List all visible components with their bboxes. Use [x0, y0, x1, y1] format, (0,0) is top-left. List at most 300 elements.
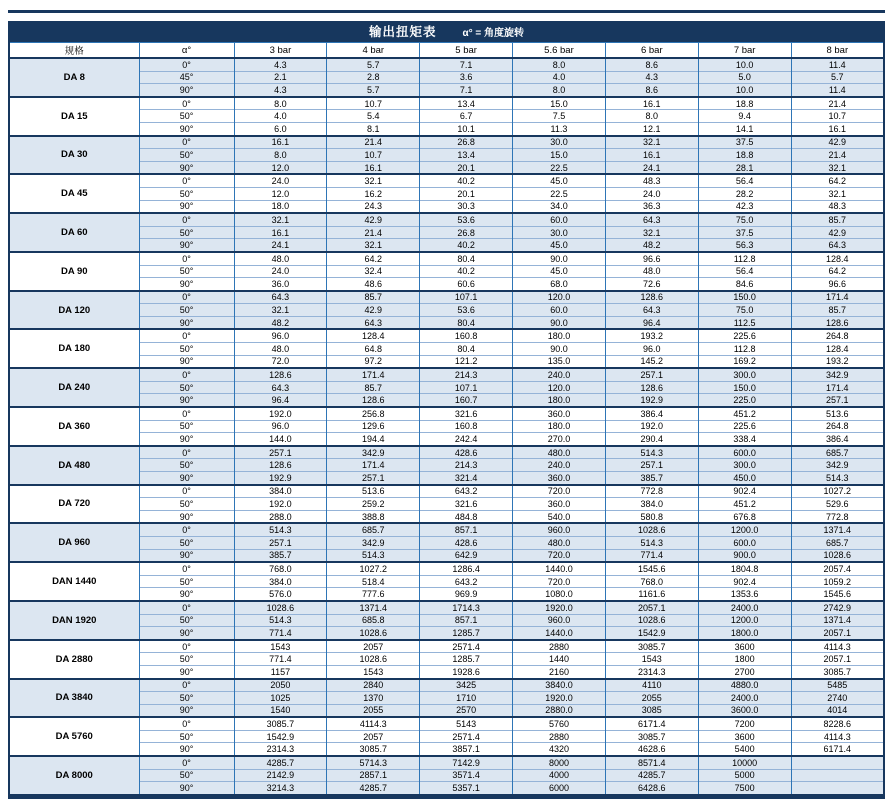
torque-value-cell: 225.6 — [698, 329, 791, 342]
table-row — [9, 226, 884, 239]
torque-value-cell: 21.4 — [791, 149, 884, 162]
angle-cell: 50° — [139, 653, 234, 666]
torque-value-cell: 1028.6 — [605, 523, 698, 536]
torque-value-cell: 771.4 — [234, 653, 327, 666]
angle-cell: 0° — [139, 485, 234, 498]
torque-value-cell: 8228.6 — [791, 717, 884, 730]
torque-value-cell: 1800.0 — [698, 627, 791, 640]
torque-value-cell: 1440 — [513, 653, 606, 666]
angle-cell: 50° — [139, 536, 234, 549]
torque-value-cell: 257.1 — [791, 394, 884, 407]
torque-value-cell: 1920.0 — [513, 692, 606, 705]
torque-value-cell: 2570 — [420, 704, 513, 717]
torque-value-cell: 768.0 — [234, 562, 327, 575]
table-row — [9, 769, 884, 782]
torque-value-cell: 225.6 — [698, 420, 791, 433]
torque-value-cell: 6.7 — [420, 110, 513, 123]
table-row — [9, 692, 884, 705]
torque-value-cell: 135.0 — [513, 355, 606, 368]
angle-cell: 50° — [139, 498, 234, 511]
torque-value-cell: 2055 — [327, 704, 420, 717]
torque-value-cell: 64.2 — [791, 174, 884, 187]
torque-value-cell: 8000 — [513, 756, 606, 769]
spec-group — [9, 446, 884, 485]
torque-value-cell: 180.0 — [513, 329, 606, 342]
torque-value-cell: 80.4 — [420, 316, 513, 329]
torque-value-cell: 3085.7 — [605, 640, 698, 653]
angle-cell: 0° — [139, 679, 234, 692]
torque-value-cell: 64.3 — [791, 239, 884, 252]
torque-value-cell: 2.1 — [234, 71, 327, 84]
table-row — [9, 704, 884, 717]
torque-value-cell: 80.4 — [420, 252, 513, 265]
torque-value-cell: 2057 — [327, 730, 420, 743]
torque-value-cell: 4285.7 — [234, 756, 327, 769]
table-row — [9, 355, 884, 368]
torque-value-cell: 685.7 — [791, 536, 884, 549]
angle-cell: 90° — [139, 316, 234, 329]
table-row — [9, 200, 884, 213]
torque-value-cell: 1804.8 — [698, 562, 791, 575]
torque-value-cell: 120.0 — [513, 291, 606, 304]
spec-cell: DA 120 — [9, 291, 139, 330]
torque-value-cell: 264.8 — [791, 420, 884, 433]
table-row — [9, 110, 884, 123]
torque-value-cell: 2880 — [513, 640, 606, 653]
table-row — [9, 756, 884, 769]
torque-value-cell: 1543 — [605, 653, 698, 666]
angle-cell: 0° — [139, 329, 234, 342]
torque-value-cell: 3600.0 — [698, 704, 791, 717]
torque-value-cell: 1161.6 — [605, 588, 698, 601]
torque-value-cell: 26.8 — [420, 226, 513, 239]
torque-value-cell: 193.2 — [605, 329, 698, 342]
angle-cell: 90° — [139, 472, 234, 485]
torque-value-cell: 37.5 — [698, 136, 791, 149]
torque-value-cell: 676.8 — [698, 510, 791, 523]
torque-value-cell: 8571.4 — [605, 756, 698, 769]
table-row — [9, 640, 884, 653]
spec-cell: DAN 1920 — [9, 601, 139, 640]
torque-value-cell: 7142.9 — [420, 756, 513, 769]
torque-value-cell: 16.1 — [605, 149, 698, 162]
torque-value-cell: 96.6 — [791, 278, 884, 291]
torque-value-cell: 450.0 — [698, 472, 791, 485]
table-title-note: α° = 角度旋转 — [462, 28, 525, 39]
angle-cell: 90° — [139, 278, 234, 291]
torque-value-cell: 2880.0 — [513, 704, 606, 717]
table-title: 输出扭矩表 — [368, 25, 437, 39]
torque-value-cell: 1714.3 — [420, 601, 513, 614]
torque-value-cell: 771.4 — [234, 627, 327, 640]
angle-cell: 0° — [139, 136, 234, 149]
torque-value-cell: 24.0 — [605, 187, 698, 200]
angle-cell: 0° — [139, 562, 234, 575]
spec-cell: DA 60 — [9, 213, 139, 252]
angle-cell: 0° — [139, 291, 234, 304]
table-row — [9, 665, 884, 678]
torque-value-cell: 48.6 — [327, 278, 420, 291]
torque-value-cell: 97.2 — [327, 355, 420, 368]
torque-value-cell: 1080.0 — [513, 588, 606, 601]
torque-value-cell: 180.0 — [513, 420, 606, 433]
torque-value-cell: 32.1 — [234, 213, 327, 226]
angle-cell: 90° — [139, 161, 234, 174]
torque-value-cell: 2314.3 — [605, 665, 698, 678]
torque-value-cell: 112.8 — [698, 343, 791, 356]
column-header: 4 bar — [327, 43, 420, 59]
torque-value-cell: 720.0 — [513, 485, 606, 498]
torque-value-cell: 518.4 — [327, 575, 420, 588]
column-header: 5 bar — [420, 43, 513, 59]
spec-cell: DA 90 — [9, 252, 139, 291]
torque-value-cell: 2142.9 — [234, 769, 327, 782]
table-row — [9, 562, 884, 575]
column-header: 7 bar — [698, 43, 791, 59]
torque-value-cell: 342.9 — [327, 536, 420, 549]
torque-value-cell: 10.7 — [791, 110, 884, 123]
angle-cell: 0° — [139, 252, 234, 265]
spec-cell: DA 8 — [9, 58, 139, 97]
angle-cell: 90° — [139, 782, 234, 797]
torque-value-cell: 20.1 — [420, 161, 513, 174]
torque-value-cell: 45.0 — [513, 174, 606, 187]
torque-value-cell: 42.9 — [327, 213, 420, 226]
torque-value-cell: 1200.0 — [698, 523, 791, 536]
torque-value-cell: 360.0 — [513, 498, 606, 511]
torque-value-cell: 2057.1 — [605, 601, 698, 614]
torque-value-cell: 37.5 — [698, 226, 791, 239]
torque-value-cell: 26.8 — [420, 136, 513, 149]
angle-cell: 90° — [139, 433, 234, 446]
torque-value-cell: 96.4 — [605, 316, 698, 329]
torque-value-cell: 257.1 — [605, 368, 698, 381]
torque-value-cell: 15.0 — [513, 149, 606, 162]
angle-cell: 90° — [139, 743, 234, 756]
torque-value-cell: 777.6 — [327, 588, 420, 601]
torque-value-cell: 1371.4 — [327, 601, 420, 614]
torque-value-cell: 75.0 — [698, 304, 791, 317]
table-row — [9, 84, 884, 97]
spec-group — [9, 523, 884, 562]
table-row — [9, 472, 884, 485]
torque-value-cell: 42.3 — [698, 200, 791, 213]
angle-cell: 45° — [139, 71, 234, 84]
spec-group — [9, 174, 884, 213]
torque-value-cell: 643.2 — [420, 575, 513, 588]
torque-value-cell: 56.4 — [698, 265, 791, 278]
torque-value-cell: 360.0 — [513, 472, 606, 485]
torque-value-cell: 902.4 — [698, 485, 791, 498]
torque-value-cell: 214.3 — [420, 368, 513, 381]
angle-cell: 50° — [139, 265, 234, 278]
torque-value-cell: 2055 — [605, 692, 698, 705]
angle-cell: 50° — [139, 420, 234, 433]
torque-value-cell: 257.1 — [234, 536, 327, 549]
torque-value-cell: 772.8 — [605, 485, 698, 498]
torque-value-cell: 969.9 — [420, 588, 513, 601]
torque-value-cell: 384.0 — [234, 485, 327, 498]
torque-value-cell: 1028.6 — [605, 614, 698, 627]
torque-value-cell: 4.0 — [234, 110, 327, 123]
torque-value-cell: 264.8 — [791, 329, 884, 342]
torque-value-cell: 1543 — [327, 665, 420, 678]
torque-value-cell: 240.0 — [513, 459, 606, 472]
torque-value-cell: 8.0 — [605, 110, 698, 123]
spec-group — [9, 252, 884, 291]
torque-value-cell: 128.6 — [605, 381, 698, 394]
torque-value-cell — [791, 769, 884, 782]
angle-cell: 50° — [139, 110, 234, 123]
torque-value-cell: 1542.9 — [605, 627, 698, 640]
angle-cell: 90° — [139, 239, 234, 252]
angle-cell: 50° — [139, 343, 234, 356]
torque-value-cell: 56.4 — [698, 174, 791, 187]
torque-value-cell: 2314.3 — [234, 743, 327, 756]
torque-value-cell: 342.9 — [791, 459, 884, 472]
torque-value-cell: 3085.7 — [234, 717, 327, 730]
torque-value-cell: 15.0 — [513, 97, 606, 110]
torque-value-cell: 6.0 — [234, 122, 327, 135]
column-header: 6 bar — [605, 43, 698, 59]
torque-value-cell: 5.4 — [327, 110, 420, 123]
table-row — [9, 614, 884, 627]
table-row — [9, 730, 884, 743]
torque-value-cell: 338.4 — [698, 433, 791, 446]
torque-value-cell: 257.1 — [605, 459, 698, 472]
spec-cell: DA 15 — [9, 97, 139, 136]
torque-value-cell: 60.0 — [513, 213, 606, 226]
spec-cell: DA 480 — [9, 446, 139, 485]
torque-value-cell: 256.8 — [327, 407, 420, 420]
torque-value-cell: 128.6 — [327, 394, 420, 407]
torque-value-cell: 768.0 — [605, 575, 698, 588]
torque-value-cell: 60.6 — [420, 278, 513, 291]
torque-value-cell: 342.9 — [791, 368, 884, 381]
torque-value-cell: 84.6 — [698, 278, 791, 291]
torque-value-cell: 960.0 — [513, 523, 606, 536]
torque-value-cell: 48.3 — [791, 200, 884, 213]
spec-cell: DA 360 — [9, 407, 139, 446]
torque-value-cell: 5357.1 — [420, 782, 513, 797]
table-row — [9, 549, 884, 562]
torque-value-cell: 2050 — [234, 679, 327, 692]
table-row — [9, 368, 884, 381]
torque-value-cell: 4.3 — [234, 58, 327, 71]
torque-value-cell: 32.4 — [327, 265, 420, 278]
table-row — [9, 304, 884, 317]
torque-value-cell: 384.0 — [605, 498, 698, 511]
torque-value-cell: 64.3 — [234, 291, 327, 304]
torque-value-cell: 2057 — [327, 640, 420, 653]
torque-value-cell: 1542.9 — [234, 730, 327, 743]
torque-value-cell: 32.1 — [327, 174, 420, 187]
torque-value-cell: 96.6 — [605, 252, 698, 265]
torque-value-cell: 112.5 — [698, 316, 791, 329]
torque-value-cell: 128.4 — [327, 329, 420, 342]
torque-value-cell: 30.3 — [420, 200, 513, 213]
torque-value-cell: 13.4 — [420, 149, 513, 162]
spec-cell: DA 8000 — [9, 756, 139, 796]
torque-value-cell: 8.0 — [234, 149, 327, 162]
torque-value-cell: 8.0 — [234, 97, 327, 110]
torque-value-cell: 4.0 — [513, 71, 606, 84]
torque-value-cell: 4114.3 — [791, 640, 884, 653]
torque-table-container — [8, 21, 885, 799]
torque-value-cell: 120.0 — [513, 381, 606, 394]
angle-cell: 90° — [139, 510, 234, 523]
torque-value-cell: 4320 — [513, 743, 606, 756]
table-row — [9, 239, 884, 252]
angle-cell: 0° — [139, 58, 234, 71]
table-row — [9, 588, 884, 601]
torque-value-cell: 1025 — [234, 692, 327, 705]
angle-cell: 50° — [139, 730, 234, 743]
torque-value-cell: 24.0 — [234, 174, 327, 187]
torque-value-cell: 4014 — [791, 704, 884, 717]
table-row — [9, 717, 884, 730]
torque-value-cell: 4880.0 — [698, 679, 791, 692]
angle-cell: 0° — [139, 601, 234, 614]
torque-value-cell: 11.3 — [513, 122, 606, 135]
table-row — [9, 329, 884, 342]
torque-value-cell: 1371.4 — [791, 523, 884, 536]
table-row — [9, 459, 884, 472]
torque-value-cell: 2742.9 — [791, 601, 884, 614]
spec-cell: DA 180 — [9, 329, 139, 368]
spec-cell: DA 960 — [9, 523, 139, 562]
torque-value-cell: 192.9 — [234, 472, 327, 485]
angle-cell: 90° — [139, 588, 234, 601]
spec-group — [9, 368, 884, 407]
angle-cell: 0° — [139, 717, 234, 730]
torque-value-cell: 385.7 — [234, 549, 327, 562]
torque-value-cell: 194.4 — [327, 433, 420, 446]
torque-value-cell: 48.3 — [605, 174, 698, 187]
torque-value-cell: 10.7 — [327, 149, 420, 162]
angle-cell: 0° — [139, 213, 234, 226]
torque-value-cell: 16.1 — [234, 226, 327, 239]
torque-value-cell: 2057.4 — [791, 562, 884, 575]
torque-value-cell: 7.1 — [420, 84, 513, 97]
torque-value-cell: 1286.4 — [420, 562, 513, 575]
torque-value-cell: 3214.3 — [234, 782, 327, 797]
torque-value-cell: 1545.6 — [791, 588, 884, 601]
torque-value-cell: 45.0 — [513, 265, 606, 278]
torque-value-cell: 720.0 — [513, 575, 606, 588]
torque-value-cell: 30.0 — [513, 226, 606, 239]
spec-group — [9, 601, 884, 640]
table-row — [9, 58, 884, 71]
torque-value-cell: 22.5 — [513, 187, 606, 200]
torque-value-cell: 150.0 — [698, 381, 791, 394]
torque-value-cell: 386.4 — [605, 407, 698, 420]
torque-value-cell: 1440.0 — [513, 562, 606, 575]
torque-value-cell: 28.1 — [698, 161, 791, 174]
angle-cell: 50° — [139, 226, 234, 239]
torque-value-cell: 300.0 — [698, 368, 791, 381]
torque-value-cell: 21.4 — [791, 97, 884, 110]
torque-value-cell: 96.0 — [234, 420, 327, 433]
torque-value-cell: 171.4 — [791, 291, 884, 304]
angle-cell: 50° — [139, 304, 234, 317]
table-row — [9, 523, 884, 536]
angle-cell: 0° — [139, 446, 234, 459]
table-row — [9, 381, 884, 394]
angle-cell: 90° — [139, 200, 234, 213]
column-header: 8 bar — [791, 43, 884, 59]
torque-value-cell: 64.2 — [327, 252, 420, 265]
torque-value-cell: 451.2 — [698, 407, 791, 420]
torque-value-cell: 40.2 — [420, 265, 513, 278]
torque-value-cell: 129.6 — [327, 420, 420, 433]
angle-cell: 90° — [139, 84, 234, 97]
angle-cell: 90° — [139, 355, 234, 368]
torque-value-cell: 80.4 — [420, 343, 513, 356]
torque-value-cell: 902.4 — [698, 575, 791, 588]
torque-value-cell: 160.8 — [420, 329, 513, 342]
torque-value-cell: 290.4 — [605, 433, 698, 446]
torque-value-cell: 5714.3 — [327, 756, 420, 769]
spec-group — [9, 679, 884, 718]
angle-cell: 0° — [139, 97, 234, 110]
torque-value-cell: 192.0 — [605, 420, 698, 433]
torque-value-cell: 259.2 — [327, 498, 420, 511]
torque-value-cell: 42.9 — [791, 136, 884, 149]
table-row — [9, 653, 884, 666]
torque-value-cell: 5485 — [791, 679, 884, 692]
angle-cell: 90° — [139, 627, 234, 640]
torque-value-cell: 16.2 — [327, 187, 420, 200]
torque-value-cell: 514.3 — [605, 536, 698, 549]
torque-value-cell: 3857.1 — [420, 743, 513, 756]
torque-value-cell: 40.2 — [420, 239, 513, 252]
torque-value-cell — [791, 782, 884, 797]
torque-value-cell: 48.0 — [234, 252, 327, 265]
torque-value-cell: 428.6 — [420, 536, 513, 549]
torque-value-cell: 451.2 — [698, 498, 791, 511]
angle-cell: 50° — [139, 187, 234, 200]
spec-cell: DA 3840 — [9, 679, 139, 718]
torque-value-cell: 16.1 — [234, 136, 327, 149]
torque-value-cell: 42.9 — [791, 226, 884, 239]
table-row — [9, 97, 884, 110]
torque-value-cell: 85.7 — [791, 304, 884, 317]
torque-value-cell: 3085.7 — [791, 665, 884, 678]
table-row — [9, 213, 884, 226]
spec-cell: DA 720 — [9, 485, 139, 524]
angle-cell: 90° — [139, 704, 234, 717]
table-row — [9, 743, 884, 756]
spec-group — [9, 291, 884, 330]
torque-value-cell: 48.0 — [234, 343, 327, 356]
torque-value-cell: 34.0 — [513, 200, 606, 213]
torque-value-cell: 32.1 — [327, 239, 420, 252]
table-row — [9, 122, 884, 135]
torque-value-cell: 40.2 — [420, 174, 513, 187]
table-row — [9, 433, 884, 446]
torque-value-cell: 5143 — [420, 717, 513, 730]
torque-value-cell: 4114.3 — [791, 730, 884, 743]
table-row — [9, 394, 884, 407]
torque-value-cell: 225.0 — [698, 394, 791, 407]
table-row — [9, 627, 884, 640]
torque-value-cell: 288.0 — [234, 510, 327, 523]
torque-value-cell: 857.1 — [420, 614, 513, 627]
torque-value-cell: 1027.2 — [327, 562, 420, 575]
torque-value-cell: 180.0 — [513, 394, 606, 407]
column-header: 3 bar — [234, 43, 327, 59]
